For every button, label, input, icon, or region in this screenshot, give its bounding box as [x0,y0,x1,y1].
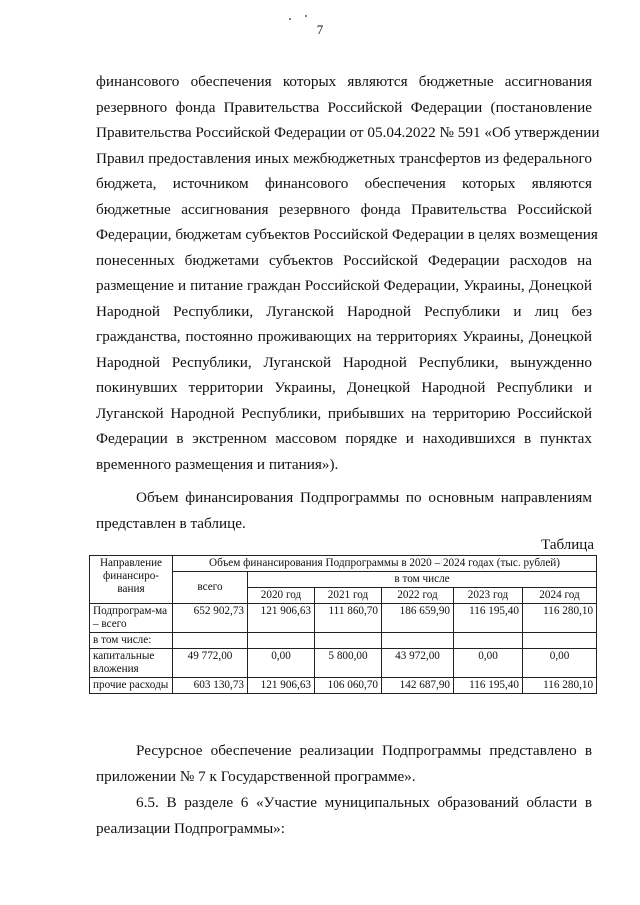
header-year: 2021 год [315,588,382,604]
text-line: временного размещения и питания»). [96,455,339,473]
cell-value: 0,00 [523,649,597,678]
cell-value: 121 906,63 [248,604,315,633]
cell-value [315,633,382,649]
text-line: 6.5. В разделе 6 «Участие муниципальных образований области в [136,794,592,811]
header-direction: Направление финансиро-вания [90,556,173,604]
text-line: гражданства, постоянно проживающих на территориях Украины, Донецкой [96,328,592,345]
row-label: капитальные вложения [90,649,173,678]
header-year: 2020 год [248,588,315,604]
table-row [90,604,597,633]
table-row [90,649,597,678]
cell-value: 142 687,90 [382,678,454,694]
text-line: Федерации, бюджетам субъектов Российской Федерации в целях возмещения [96,226,598,243]
cell-total: 49 772,00 [173,649,248,678]
scan-speck [305,15,307,17]
cell-value: 116 195,40 [454,604,523,633]
table-row [90,678,597,694]
cell-value: 0,00 [454,649,523,678]
header-year: 2023 год [454,588,523,604]
scan-speck [289,18,291,20]
text-line: Объем финансирования Подпрограммы по основным направлениям [136,489,592,506]
cell-value [248,633,315,649]
table-header-row [90,556,597,572]
text-line: покинувших территории Украины, Донецкой Народной Республики и [96,379,592,396]
cell-value: 5 800,00 [315,649,382,678]
cell-value: 116 280,10 [523,678,597,694]
paragraph-section-6-5 [96,790,592,841]
header-including: в том числе [248,572,597,588]
page-number: 7 [316,22,324,37]
paragraph-budget-basis [96,69,600,477]
row-label: в том числе: [90,633,173,649]
text-line: бюджета, источником финансового обеспечения которых являются [96,175,592,192]
cell-value: 121 906,63 [248,678,315,694]
cell-total [173,633,248,649]
cell-value [523,633,597,649]
header-year: 2024 год [523,588,597,604]
cell-value [454,633,523,649]
text-line: приложении № 7 к Государственной программе». [96,767,416,785]
text-line: размещение и питание граждан Российской Федерации, Украины, Донецкой [96,277,592,294]
text-line: реализации Подпрограммы»: [96,819,285,837]
row-label: прочие расходы [90,678,173,694]
cell-value: 43 972,00 [382,649,454,678]
text-line: Правил предоставления иных межбюджетных трансфертов из федерального [96,149,592,167]
cell-value: 116 280,10 [523,604,597,633]
paragraph-resource-provision [96,738,592,789]
text-line: представлен в таблице. [96,514,246,532]
text-line: Луганской Народной Республики, прибывших на территорию Российской [96,404,592,422]
cell-value [382,633,454,649]
text-line: бюджетные ассигнования резервного фонда Правительства Российской [96,200,592,218]
header-year: 2022 год [382,588,454,604]
table-caption: Таблица [541,537,594,553]
cell-value: 111 860,70 [315,604,382,633]
text-line: финансового обеспечения которых являются бюджетные ассигнования [96,73,592,90]
text-line: Народной Республики, Луганской Народной Республики, вынужденно [96,353,592,371]
text-line: резервного фонда Правительства Российской Федерации (постановление [96,98,592,116]
text-line: Народной Республики, Луганской Народной Республики и лиц без [96,302,592,320]
cell-value: 186 659,90 [382,604,454,633]
cell-value: 106 060,70 [315,678,382,694]
header-total: всего [173,572,248,604]
cell-value: 116 195,40 [454,678,523,694]
cell-total: 652 902,73 [173,604,248,633]
paragraph-table-intro [96,485,592,536]
header-volume: Объем финансирования Подпрограммы в 2020 – 2024 годах (тыс. рублей) [173,556,597,572]
text-line: Ресурсное обеспечение реализации Подпрограммы представлено в [136,742,592,759]
cell-total: 603 130,73 [173,678,248,694]
row-label: Подпрограм-ма – всего [90,604,173,633]
financing-table [89,555,597,694]
table-row [90,633,597,649]
text-line: Правительства Российской Федерации от 05.04.2022 № 591 «Об утверждении [96,124,600,141]
text-line: понесенных бюджетами субъектов Российской Федерации расходов на [96,251,592,269]
cell-value: 0,00 [248,649,315,678]
text-line: Федерации в экстренном массовом порядке и находившихся в пунктах [96,430,592,447]
